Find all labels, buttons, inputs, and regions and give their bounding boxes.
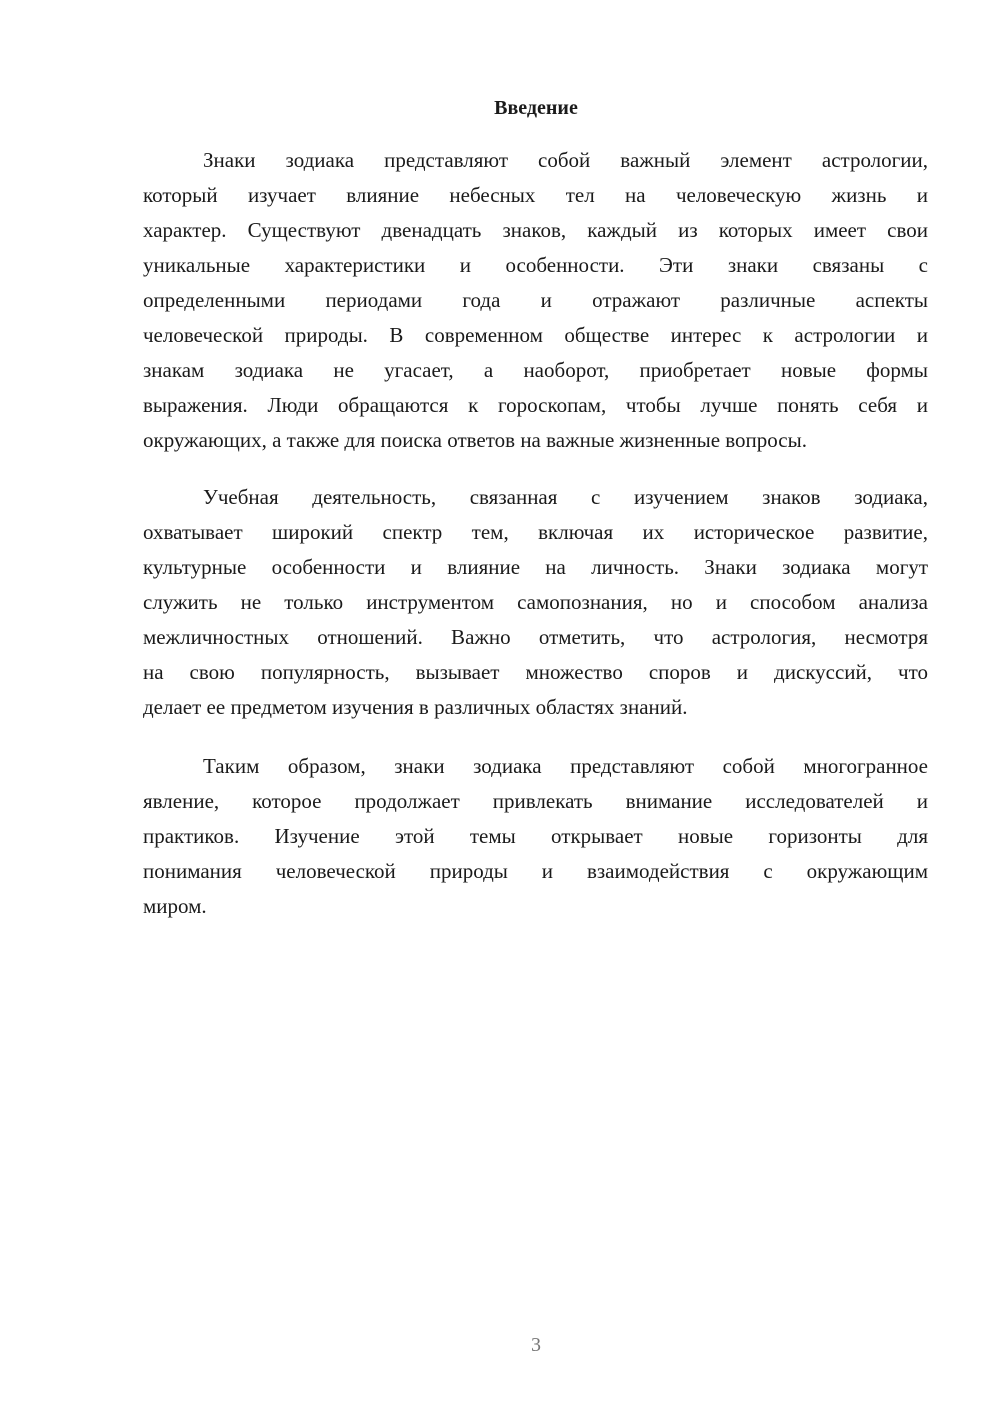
- text-line: Таким образом, знаки зодиака представляют собой многогранное: [203, 754, 928, 778]
- text-line: который изучает влияние небесных тел на человеческую жизнь и: [143, 183, 928, 207]
- text-line: миром.: [143, 894, 207, 918]
- text-line: охватывает широкий спектр тем, включая их историческое развитие,: [143, 520, 928, 544]
- text-line: явление, которое продолжает привлекать внимание исследователей и: [143, 789, 928, 813]
- text-line: на свою популярность, вызывает множество споров и дискуссий, что: [143, 660, 928, 684]
- paragraph-3: [143, 749, 928, 924]
- text-line: определенными периодами года и отражают различные аспекты: [143, 288, 928, 312]
- text-line: характер. Существуют двенадцать знаков, каждый из которых имеет свои: [143, 218, 928, 242]
- text-line: уникальные характеристики и особенности. Эти знаки связаны с: [143, 253, 928, 277]
- text-line: выражения. Люди обращаются к гороскопам, чтобы лучше понять себя и: [143, 393, 928, 417]
- text-line: окружающих, а также для поиска ответов на важные жизненные вопросы.: [143, 428, 807, 452]
- page-number: 3: [531, 1334, 541, 1356]
- text-line: человеческой природы. В современном обществе интерес к астрологии и: [143, 323, 928, 347]
- text-line: Знаки зодиака представляют собой важный элемент астрологии,: [203, 148, 928, 172]
- text-line: Учебная деятельность, связанная с изучением знаков зодиака,: [203, 485, 928, 509]
- text-line: понимания человеческой природы и взаимодействия с окружающим: [143, 859, 928, 883]
- text-line: межличностных отношений. Важно отметить, что астрология, несмотря: [143, 625, 928, 649]
- paragraph-2: [143, 480, 928, 725]
- section-title: Введение: [494, 97, 578, 119]
- text-line: служить не только инструментом самопознания, но и способом анализа: [143, 590, 928, 614]
- text-line: знакам зодиака не угасает, а наоборот, приобретает новые формы: [143, 358, 928, 382]
- text-line: делает ее предметом изучения в различных областях знаний.: [143, 695, 688, 719]
- paragraph-1: [143, 143, 928, 458]
- text-line: культурные особенности и влияние на личность. Знаки зодиака могут: [143, 555, 928, 579]
- text-line: практиков. Изучение этой темы открывает новые горизонты для: [143, 824, 928, 848]
